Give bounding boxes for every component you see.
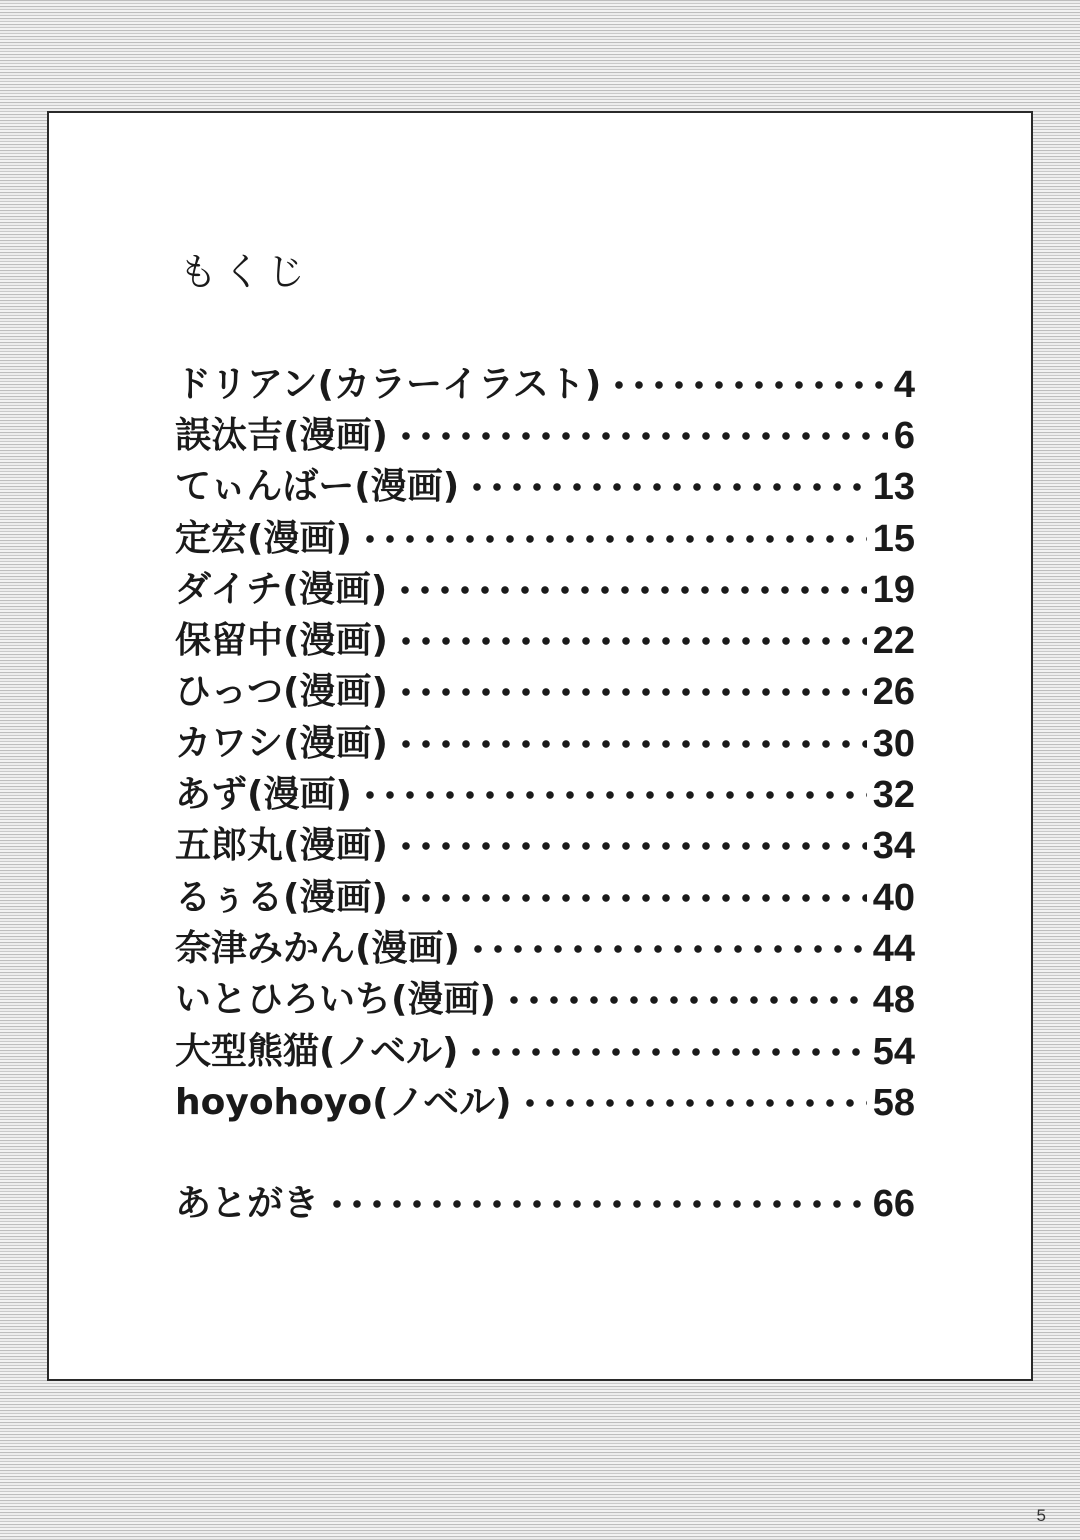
dot-leader — [396, 893, 867, 903]
toc-entry-label: いとひろいち(漫画) — [175, 979, 496, 1021]
dot-leader — [468, 944, 867, 954]
toc-entry-label: 保留中(漫画) — [175, 620, 388, 662]
toc-entry-label: てぃんばー(漫画) — [175, 466, 460, 508]
toc-entry — [175, 359, 915, 410]
dot-leader — [327, 1199, 867, 1209]
toc-entry — [175, 1026, 915, 1077]
page-number: 5 — [1036, 1506, 1046, 1525]
toc-entry-label: あず(漫画) — [175, 774, 352, 816]
toc-entry — [175, 872, 915, 923]
dot-leader — [466, 1047, 866, 1057]
dot-leader — [609, 380, 887, 390]
toc-entry-page: 58 — [872, 1081, 915, 1124]
toc-entry — [175, 513, 915, 564]
toc-entry-label: 誤汰吉(漫画) — [175, 414, 388, 456]
toc-entry-page: 15 — [872, 517, 915, 560]
toc-entry — [175, 1077, 915, 1128]
toc-entry — [175, 821, 915, 872]
toc-panel — [47, 111, 1033, 1381]
toc-entry-page: 66 — [872, 1183, 915, 1226]
toc-entry-page: 22 — [872, 620, 915, 663]
toc-entry — [175, 769, 915, 820]
toc-entry-label: ひっつ(漫画) — [175, 671, 388, 713]
toc-entry-label: 五郎丸(漫画) — [175, 825, 388, 867]
dot-leader — [396, 636, 867, 646]
toc-entry-label: 大型熊猫(ノベル) — [175, 1030, 459, 1072]
dot-leader — [395, 585, 867, 595]
dot-leader — [396, 431, 888, 441]
toc-entry-label: hoyohoyo(ノベル) — [175, 1081, 512, 1123]
toc-entry-afterword — [175, 1178, 915, 1229]
toc-entry-page: 44 — [872, 927, 915, 970]
toc-entry-page: 32 — [872, 774, 915, 817]
toc-entry-page: 54 — [872, 1030, 915, 1073]
toc-entry-page: 26 — [872, 671, 915, 714]
toc-entry — [175, 410, 915, 461]
toc-entry-label: ドリアン(カラーイラスト) — [175, 363, 602, 405]
dot-leader — [396, 687, 867, 697]
toc-entry — [175, 462, 915, 513]
toc-entry-label: カワシ(漫画) — [175, 722, 388, 764]
dot-leader — [504, 995, 867, 1005]
dot-leader — [360, 790, 867, 800]
toc-entry-page: 13 — [872, 466, 915, 509]
toc-entry-label: 定宏(漫画) — [175, 517, 352, 559]
toc-entry-page: 4 — [893, 363, 915, 406]
toc-entry-label: 奈津みかん(漫画) — [175, 927, 460, 969]
toc-entry-label: るぅる(漫画) — [175, 876, 388, 918]
toc-entry — [175, 923, 915, 974]
toc-entry-page: 6 — [893, 414, 915, 457]
toc-entry-page: 30 — [872, 722, 915, 765]
dot-leader — [467, 482, 867, 492]
toc-entry-page: 48 — [872, 979, 915, 1022]
dot-leader — [396, 841, 867, 851]
toc-entry — [175, 975, 915, 1026]
toc-entry — [175, 718, 915, 769]
toc-entry — [175, 667, 915, 718]
toc-entry — [175, 564, 915, 615]
toc-entry — [175, 615, 915, 666]
toc-entry-page: 40 — [872, 876, 915, 919]
dot-leader — [360, 534, 867, 544]
dot-leader — [520, 1098, 867, 1108]
toc-list — [175, 359, 915, 1230]
toc-entry-page: 34 — [872, 825, 915, 868]
toc-entry-page: 19 — [872, 568, 915, 611]
toc-title: もくじ — [179, 250, 312, 294]
toc-entry-label: ダイチ(漫画) — [175, 568, 388, 610]
toc-entry-label: あとがき — [175, 1183, 320, 1225]
dot-leader — [396, 739, 867, 749]
